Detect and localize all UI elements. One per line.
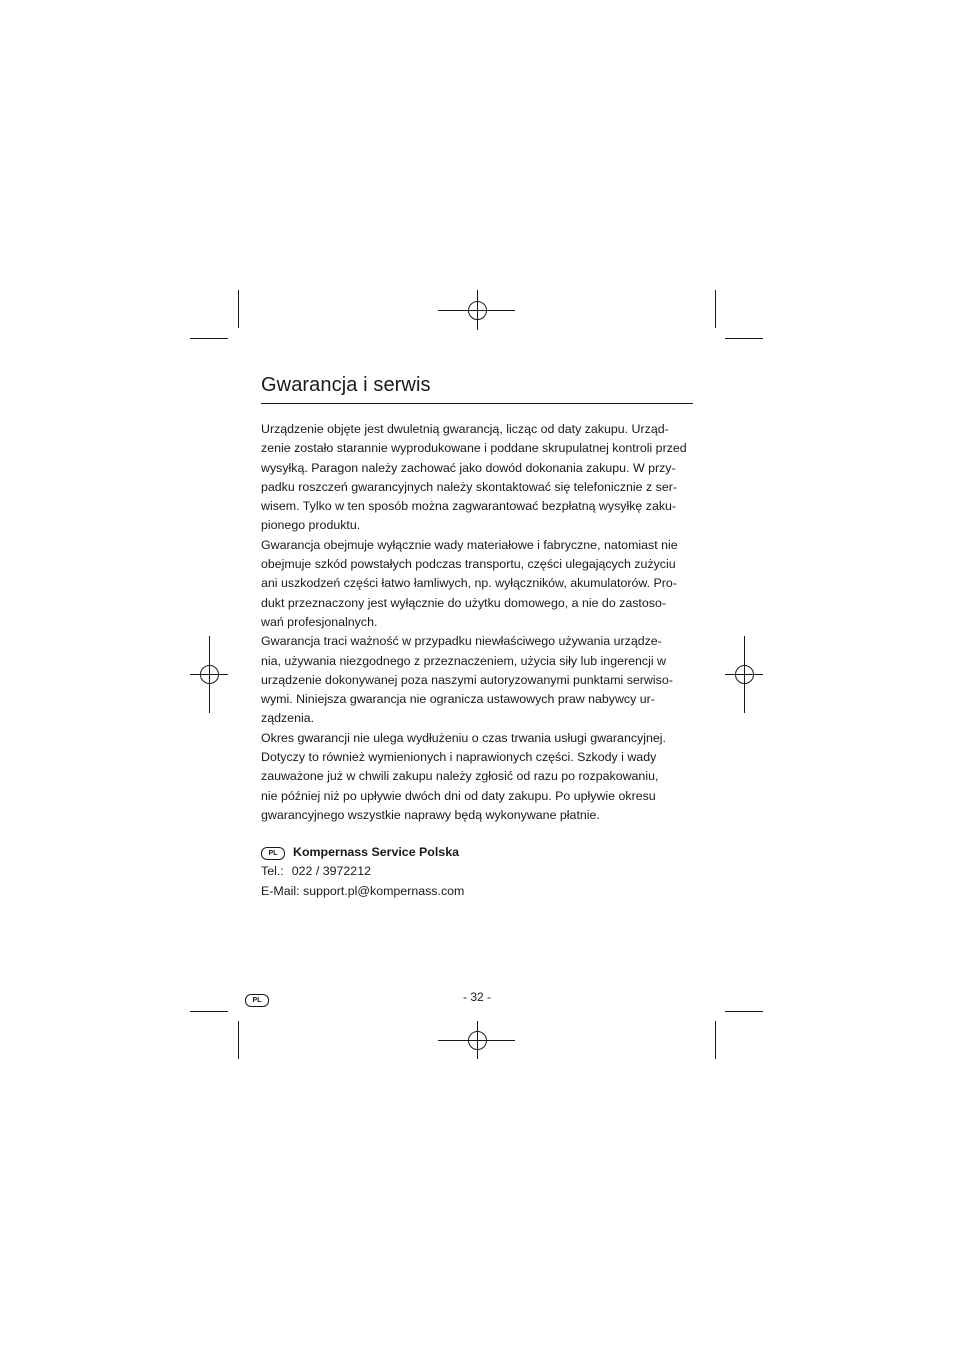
body-line: padku roszczeń gwarancyjnych należy skontaktować się telefonicznie z ser- bbox=[261, 479, 677, 494]
body-line: Dotyczy to również wymienionych i naprawionych części. Szkody i wady bbox=[261, 750, 657, 765]
footer-country-badge: PL bbox=[245, 994, 269, 1007]
crop-mark-top-right bbox=[716, 290, 764, 339]
body-line: urządzenie dokonywanej poza naszymi autoryzowanymi punktami serwiso- bbox=[261, 672, 673, 687]
body-line: zenie zostało starannie wyprodukowane i poddane skrupulatnej kontroli przed bbox=[261, 441, 687, 456]
service-company-row bbox=[261, 843, 464, 862]
title-underline bbox=[261, 403, 693, 404]
crop-mark-bottom-left bbox=[190, 1012, 239, 1060]
body-line: wymi. Niniejsza gwarancja nie ogranicza ustawowych praw nabywcy ur- bbox=[261, 692, 655, 707]
body-line: wysyłką. Paragon należy zachować jako dowód dokonania zakupu. W przy- bbox=[261, 460, 676, 475]
crop-mark-bottom-right bbox=[716, 1012, 764, 1060]
crop-mark-top-left bbox=[190, 290, 239, 339]
email-label: E-Mail: bbox=[261, 883, 300, 898]
body-line: obejmuje szkód powstałych podczas transportu, części ulegających zużyciu bbox=[261, 557, 676, 572]
body-line: ani uszkodzeń części łatwo łamliwych, np. wyłączników, akumulatorów. Pro- bbox=[261, 576, 677, 591]
country-badge: PL bbox=[261, 847, 285, 860]
service-tel-row bbox=[261, 862, 464, 881]
body-line: Okres gwarancji nie ulega wydłużeniu o czas trwania usługi gwarancyjnej. bbox=[261, 730, 666, 745]
service-email-row bbox=[261, 882, 464, 901]
email-value: support.pl@kompernass.com bbox=[303, 883, 465, 898]
registration-mark-left bbox=[190, 636, 228, 713]
body-line: wisem. Tylko w ten sposób można zagwarantować bezpłatną wysyłkę zaku- bbox=[261, 499, 677, 514]
tel-value: 022 / 3972212 bbox=[291, 864, 371, 879]
body-line: pionego produktu. bbox=[261, 518, 361, 533]
page-title: Gwarancja i serwis bbox=[261, 374, 431, 396]
registration-mark-right bbox=[725, 636, 763, 713]
body-line: zauważone już w chwili zakupu należy zgłosić od razu po rozpakowaniu, bbox=[261, 769, 659, 784]
body-line: dukt przeznaczony jest wyłącznie do użytku domowego, a nie do zastoso- bbox=[261, 595, 666, 610]
registration-mark-bottom bbox=[438, 1021, 515, 1059]
body-line: Urządzenie objęte jest dwuletnią gwarancją, licząc od daty zakupu. Urząd- bbox=[261, 422, 669, 436]
body-line: wań profesjonalnych. bbox=[261, 614, 378, 629]
page-number: - 32 - bbox=[462, 990, 491, 1004]
footer-country-badge-wrap bbox=[245, 990, 277, 1008]
body-line: Gwarancja obejmuje wyłącznie wady materiałowe i fabryczne, natomiast nie bbox=[261, 537, 678, 552]
tel-label: Tel.: bbox=[261, 864, 284, 879]
warranty-body-text bbox=[261, 420, 693, 825]
service-company-name: Kompernass Service Polska bbox=[293, 845, 459, 859]
body-line: gwarancyjnego wszystkie naprawy będą wykonywane płatnie. bbox=[261, 807, 600, 822]
body-line: nia, używania niezgodnego z przeznaczeniem, użycia siły lub ingerencji w bbox=[261, 653, 666, 668]
body-line: nie później niż po upływie dwóch dni od daty zakupu. Po upływie okresu bbox=[261, 788, 656, 803]
service-contact-block bbox=[261, 843, 464, 901]
body-line: ządzenia. bbox=[261, 711, 315, 726]
body-line: Gwarancja traci ważność w przypadku niewłaściwego używania urządze- bbox=[261, 634, 662, 649]
registration-mark-top bbox=[438, 290, 515, 330]
